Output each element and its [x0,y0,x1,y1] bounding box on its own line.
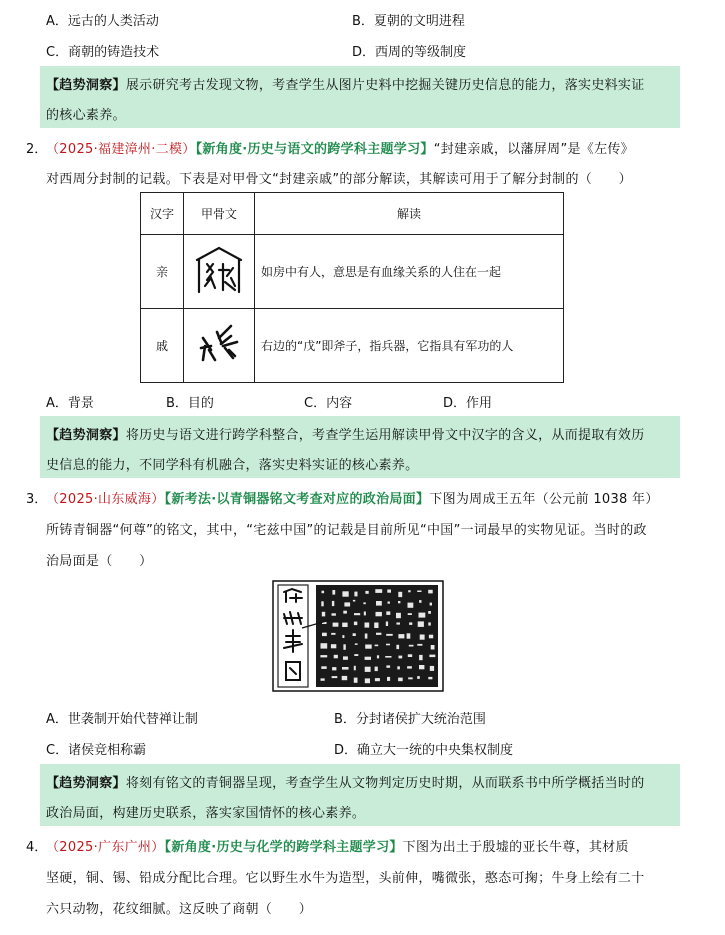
q1-trend-label: 【趋势洞察】 [46,78,126,93]
rubbing-speck [396,613,401,618]
rubbing-speck [399,656,403,659]
rubbing-speck [386,634,393,636]
q4-tag: 【新角度·历史与化学的跨学科主题学习】 [164,840,403,855]
q3-option-a: A．世袭制开始代替禅让制 [46,712,198,727]
rubbing-speck [398,601,400,603]
rubbing-speck [376,612,382,616]
table-row [141,309,564,383]
rubbing-speck [375,667,378,672]
rubbing-speck [344,602,350,606]
row1-char: 亲 [141,235,184,309]
rubbing-speck [429,655,435,658]
q1-trend-text1: 展示研究考古发现文物，考查学生从图片史料中挖掘关键历史信息的能力，落实史料实证 [125,78,645,93]
rubbing-speck [417,676,420,679]
rubbing-speck [428,590,433,594]
row1-oracle-glyph [184,235,255,309]
rubbing-speck [354,622,357,626]
q2-trend-text1: 将历史与语文进行跨学科整合，考查学生运用解读甲骨文中汉字的含义，从而提取有效历 [125,428,645,443]
q4-line1 [46,836,629,855]
q4-number: 4． [26,840,48,855]
rubbing-speck [396,623,400,625]
q3-text1: 下图为周成王五年（公元前 1038 年） [429,492,659,507]
q1-option-d: D．西周的等级制度 [352,45,467,60]
rubbing-speck [375,589,382,593]
q3-trend-line2: 政治局面，构建历史联系，落实家国情怀的核心素养。 [46,806,366,821]
rubbing-speck [343,656,348,659]
rubbing-speck [342,623,347,627]
header-hanzi: 汉字 [141,193,184,235]
rubbing-speck [385,656,391,658]
rubbing-speck [408,677,413,679]
rubbing-speck [343,611,347,614]
rubbing-speck [375,645,379,647]
rubbing-speck [387,590,391,593]
rubbing-speck [332,613,336,615]
rubbing-speck [386,611,390,615]
rubbing-speck [419,613,426,618]
rubbing-speck [431,645,435,650]
q2-line2: 对西周分封制的记载。下表是对甲骨文“封建亲戚”的部分解读，其解读可用于了解分封制的（ ） [46,172,632,187]
row2-meaning: 右边的“戊”即斧子，指兵器，它指具有军功的人 [255,309,564,383]
rubbing-speck [365,591,368,594]
q2-tag: 【新角度·历史与语文的跨学科主题学习】 [195,142,434,157]
oracle-bone-table [140,192,564,383]
rubbing-speck [321,678,325,680]
rubbing-speck [375,678,380,681]
rubbing-speck [332,590,335,595]
table-header-row [141,193,564,235]
rubbing-speck [397,666,400,669]
rubbing-speck [386,644,390,646]
rubbing-speck [408,613,412,615]
rubbing-speck [430,666,434,671]
q3-option-c: C．诸侯竞相称霸 [46,743,147,758]
header-oracle: 甲骨文 [184,193,255,235]
rubbing-speck [365,645,372,649]
rubbing-speck [428,677,432,679]
q4-text1: 下图为出土于殷墟的亚长牛尊，其材质 [402,840,629,855]
rubbing-speck [355,643,358,645]
q3-line2: 所铸青铜器“何尊”的铭文，其中，“宅兹中国”的记载是目前所见“中国”一词最早的实物见证。当时的政 [46,523,647,538]
rubbing-speck [408,590,410,592]
q3-trend-line1 [46,772,645,791]
rubbing-speck [419,665,424,669]
q3-line1 [46,488,659,507]
rubbing-speck [417,644,422,646]
q2-trend-box [40,416,680,478]
rubbing-speck [332,601,334,606]
rubbing-speck [354,654,358,656]
q1-option-b: B．夏朝的文明进程 [352,14,465,29]
q1-trend-box [40,66,680,128]
q2-option-d: D．作用 [443,396,493,411]
rubbing-speck [374,623,378,629]
rubbing-speck [322,591,325,594]
rubbing-speck [342,591,348,596]
q3-option-d: D．确立大一统的中央集权制度 [334,743,514,758]
inscription-rubbing-icon [272,580,444,692]
rubbing-speck [342,676,348,680]
q4-line2: 坚硬，铜、锡、铅成分配比合理。它以野生水牛为造型，头前伸，嘴微张，憨态可掬；牛身上绘有二十 [46,871,645,886]
q3-tag: 【新考法·以青铜器铭文考查对应的政治局面】 [164,492,430,507]
rubbing-speck [407,666,412,668]
q3-source: （2025·山东威海） [46,492,165,507]
rubbing-speck [429,635,433,639]
table-row [141,235,564,309]
q3-number: 3． [26,492,48,507]
rubbing-speck [407,633,411,638]
oracle-qin-icon [191,242,247,298]
q4-line3: 六只动物，花纹细腻。这反映了商朝（ ） [46,902,313,917]
rubbing-speck [321,601,323,606]
rubbing-speck [377,655,379,658]
oracle-qi-icon [191,316,247,372]
rubbing-speck [376,601,382,606]
q3-option-b: B．分封诸侯扩大统治范围 [334,712,486,727]
rubbing-speck [354,613,360,615]
q2-option-a: A．背景 [46,396,94,411]
rubbing-speck [331,644,336,648]
q1-trend-line2: 的核心素养。 [46,108,126,123]
q1-option-c: C．商朝的铸造技术 [46,45,160,60]
q2-text1: “封建亲戚，以藩屏周”是《左传》 [433,142,634,157]
q3-trend-text1: 将刻有铭文的青铜器呈现，考查学生从文物判定历史时期，从而联系书中所学概括当时的 [125,776,645,791]
rubbing-speck [364,612,366,616]
rubbing-speck [365,678,370,683]
row2-oracle-glyph [184,309,255,383]
rubbing-speck [365,634,368,639]
rubbing-speck [343,644,345,650]
rubbing-speck [418,621,424,627]
q2-number: 2． [26,142,48,157]
rubbing-speck [396,645,399,649]
q2-option-c: C．内容 [304,396,353,411]
rubbing-speck [354,666,356,671]
rubbing-speck [321,643,328,648]
header-meaning: 解读 [255,193,564,235]
rubbing-speck [353,633,356,636]
rubbing-speck [342,635,344,638]
rubbing-speck [354,592,357,597]
rubbing-speck [334,655,338,659]
row2-char: 戚 [141,309,184,383]
rubbing-speck [322,612,325,617]
q3-line3: 治局面是（ ） [46,554,153,569]
rubbing-speck [428,622,431,625]
rubbing-speck [387,677,390,681]
rubbing-speck [322,633,327,636]
q2-trend-line1 [46,424,645,443]
rubbing-speck [365,667,371,672]
rubbing-speck [386,665,390,667]
rubbing-speck [419,655,423,660]
rubbing-speck [331,633,335,635]
rubbing-speck [332,676,338,678]
q2-source: （2025·福建漳州·二模） [46,142,196,157]
q4-source: （2025·广东广州） [46,840,165,855]
rubbing-speck [365,623,370,628]
q2-trend-label: 【趋势洞察】 [46,428,126,443]
row1-meaning: 如房中有人，意思是有血缘关系的人住在一起 [255,235,564,309]
q3-trend-label: 【趋势洞察】 [46,776,126,791]
rubbing-speck [386,622,388,627]
rubbing-speck [365,657,371,660]
rubbing-speck [398,592,402,597]
rubbing-speck [354,678,358,683]
rubbing-speck [332,667,336,670]
q2-trend-line2: 史信息的能力，不同学科有机融合，落实史料实证的核心素养。 [46,458,419,473]
rubbing-speck [353,600,355,602]
q1-trend-line1 [46,74,645,93]
rubbing-speck [419,600,421,603]
rubbing-speck [417,591,421,593]
rubbing-speck [363,602,365,604]
rubbing-speck [408,603,414,608]
rubbing-speck [409,622,412,625]
rubbing-speck [409,645,414,647]
rubbing-speck [420,635,425,640]
q3-trend-box [40,764,680,826]
rubbing-speck [333,623,339,627]
rubbing-speck [376,633,381,635]
q2-option-b: B．目的 [166,396,214,411]
he-zun-inscription-image [272,580,444,692]
q1-option-a: A．远古的人类活动 [46,14,159,29]
rubbing-speck [430,603,432,606]
rubbing-speck [398,678,403,682]
rubbing-speck [321,666,326,669]
rubbing-speck [388,602,390,604]
rubbing-speck [408,654,412,657]
rubbing-speck [320,655,327,657]
q2-line1 [46,138,634,157]
rubbing-speck [342,667,349,670]
rubbing-speck [428,611,431,614]
rubbing-speck [398,634,404,638]
